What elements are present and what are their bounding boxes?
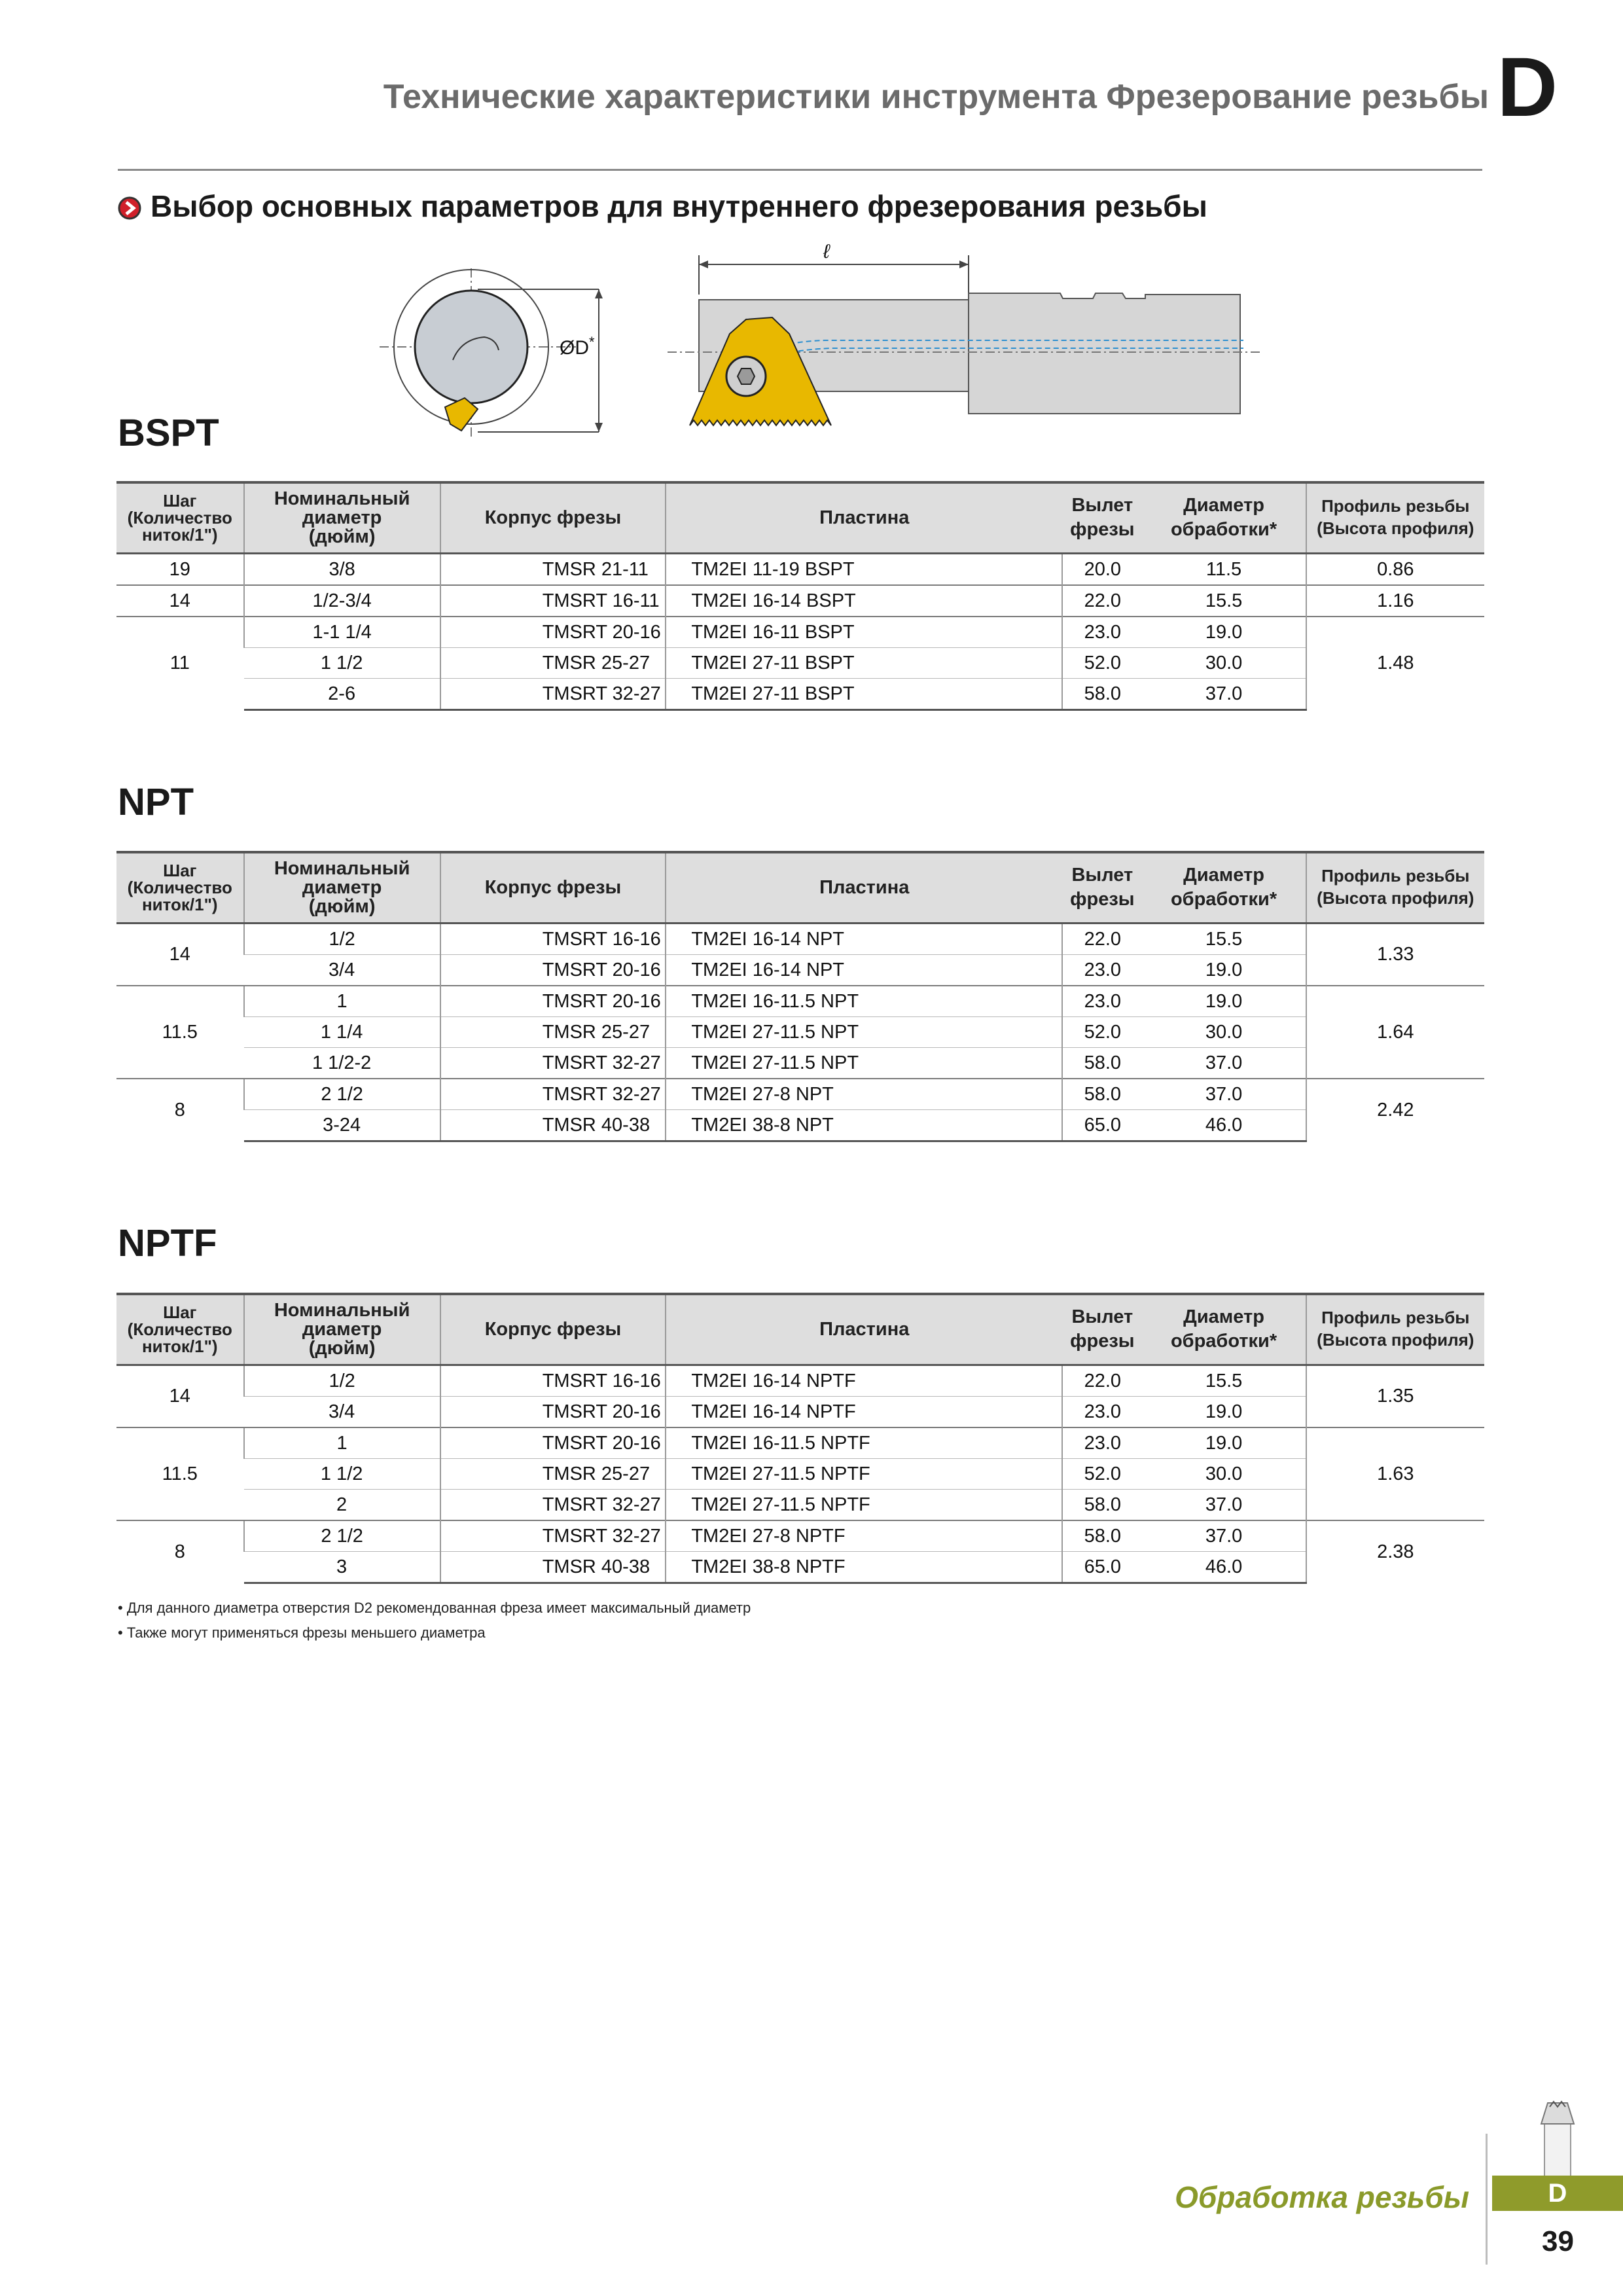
cell-body: TMSR 25-27 <box>440 1458 666 1489</box>
col-header-diameter: Диаметр обработки* <box>1142 482 1306 553</box>
cell-diameter: 30.0 <box>1142 1016 1306 1047</box>
col-header-insert: Пластина <box>666 482 1062 553</box>
cell-diameter: 30.0 <box>1142 1458 1306 1489</box>
cell-nominal: 1 <box>244 986 440 1017</box>
npt-spec-table <box>116 851 1484 1142</box>
footer-tab: D <box>1492 2176 1623 2211</box>
cell-overhang: 20.0 <box>1062 553 1142 585</box>
col-header-overhang: Вылет фрезы <box>1062 852 1142 923</box>
cell-overhang: 23.0 <box>1062 617 1142 648</box>
cell-insert: TM2EI 27-8 NPT <box>666 1079 1062 1110</box>
cell-insert: TM2EI 38-8 NPT <box>666 1109 1062 1141</box>
table-row <box>116 1427 1484 1459</box>
table-row <box>116 1365 1484 1396</box>
cell-nominal: 1 1/2-2 <box>244 1047 440 1079</box>
cell-diameter: 19.0 <box>1142 617 1306 648</box>
col-header-overhang: Вылет фрезы <box>1062 482 1142 553</box>
cell-profile: 1.35 <box>1306 1365 1484 1427</box>
table-row <box>116 585 1484 617</box>
cell-nominal: 1 1/4 <box>244 1016 440 1047</box>
cell-nominal: 1/2-3/4 <box>244 585 440 617</box>
cell-nominal: 2 1/2 <box>244 1520 440 1552</box>
cell-nominal: 1/2 <box>244 1365 440 1396</box>
cell-insert: TM2EI 16-11.5 NPTF <box>666 1427 1062 1459</box>
cell-diameter: 15.5 <box>1205 928 1243 950</box>
footnote-1: • Для данного диаметра отверстия D2 рекомендованная фреза имеет максимальный диаметр <box>118 1600 751 1616</box>
col-header-insert: Пластина <box>666 1294 1062 1365</box>
cell-overhang: 52.0 <box>1062 1458 1142 1489</box>
cell-body: TMSRT 20-16 <box>440 1396 666 1427</box>
cell-diameter: 37.0 <box>1142 678 1306 709</box>
cell-body: TMSRT 20-16 <box>440 954 666 986</box>
cell-diameter: 30.0 <box>1142 647 1306 678</box>
cell-profile: 2.38 <box>1306 1520 1484 1583</box>
cell-body: TMSRT 16-11 <box>440 585 666 617</box>
col-header-nominal: Номинальный диаметр (дюйм) <box>244 852 440 923</box>
section-title: Выбор основных параметров для внутреннего фрезерования резьбы <box>151 189 1207 223</box>
cell-profile: 1.63 <box>1306 1427 1484 1520</box>
table-title-bspt: BSPT <box>118 412 219 454</box>
cell-insert: TM2EI 27-11.5 NPTF <box>666 1458 1062 1489</box>
cell-insert: TM2EI 16-14 NPTF <box>666 1396 1062 1427</box>
cell-nominal: 3 <box>244 1551 440 1583</box>
cell-body: TMSRT 20-16 <box>440 617 666 648</box>
table-row <box>116 553 1484 585</box>
cell-overhang: 65.0 <box>1062 1109 1142 1141</box>
cell-insert: TM2EI 16-11.5 NPT <box>666 986 1062 1017</box>
cell-profile: 2.42 <box>1306 1079 1484 1141</box>
cell-profile: 1.33 <box>1306 923 1484 986</box>
header-divider <box>118 169 1482 171</box>
cell-nominal: 1/2 <box>244 923 440 954</box>
table-row <box>116 1079 1484 1110</box>
col-header-nominal: Номинальный диаметр (дюйм) <box>244 482 440 553</box>
cell-body: TMSR 25-27 <box>440 1016 666 1047</box>
cell-pitch: 14 <box>116 1365 244 1427</box>
cell-insert: TM2EI 16-14 NPT <box>666 954 1062 986</box>
cell-pitch: 8 <box>116 1520 244 1583</box>
cell-insert: TM2EI 27-11 BSPT <box>666 647 1062 678</box>
cell-overhang: 23.0 <box>1062 986 1142 1017</box>
bspt-spec-table <box>116 481 1484 711</box>
cell-body: TMSR 25-27 <box>440 647 666 678</box>
col-header-nominal: Номинальный диаметр (дюйм) <box>244 1294 440 1365</box>
cell-nominal: 3/4 <box>244 954 440 986</box>
cell-profile: 1.64 <box>1306 986 1484 1079</box>
cell-nominal: 3/8 <box>244 553 440 585</box>
col-header-body: Корпус фрезы <box>440 852 666 923</box>
cell-diameter: 46.0 <box>1142 1551 1306 1583</box>
cell-insert: TM2EI 27-11.5 NPT <box>666 1016 1062 1047</box>
cell-profile: 0.86 <box>1306 553 1484 585</box>
cell-body: TMSRT 32-27 <box>440 1047 666 1079</box>
cell-diameter: 19.0 <box>1142 1427 1306 1459</box>
length-label: ℓ <box>823 241 830 262</box>
cell-pitch: 11.5 <box>116 986 244 1079</box>
cell-diameter: 19.0 <box>1142 1396 1306 1427</box>
cell-overhang: 23.0 <box>1062 1427 1142 1459</box>
cell-nominal: 3/4 <box>244 1396 440 1427</box>
table-row <box>116 1396 1484 1427</box>
cell-body: TMSR 40-38 <box>440 1551 666 1583</box>
cell-overhang: 22.0 <box>1062 585 1142 617</box>
cell-pitch: 11.5 <box>116 1427 244 1520</box>
table-row <box>116 1489 1484 1520</box>
cell-insert: TM2EI 27-8 NPTF <box>666 1520 1062 1552</box>
chapter-letter: D <box>1497 41 1558 134</box>
cell-insert: TM2EI 16-14 NPTF <box>666 1365 1062 1396</box>
cell-diameter: 19.0 <box>1142 954 1306 986</box>
cell-body: TMSRT 16-16 <box>440 923 666 954</box>
table-title-nptf: NPTF <box>118 1222 217 1265</box>
page-number: 39 <box>1542 2225 1574 2257</box>
cell-pitch: 11 <box>116 617 244 710</box>
cell-body: TMSRT 32-27 <box>440 1489 666 1520</box>
cell-body: TMSRT 32-27 <box>440 678 666 709</box>
table-row <box>116 1109 1484 1141</box>
cell-insert: TM2EI 16-14 NPT <box>666 923 1062 954</box>
table-row <box>116 1551 1484 1583</box>
cell-overhang: 52.0 <box>1062 647 1142 678</box>
cell-insert: TM2EI 27-11 BSPT <box>666 678 1062 709</box>
cell-profile: 1.16 <box>1306 585 1484 617</box>
cell-insert: TM2EI 11-19 BSPT <box>666 553 1062 585</box>
table-row <box>116 954 1484 986</box>
cell-overhang: 22.0 <box>1062 923 1142 954</box>
nptf-spec-table <box>116 1293 1484 1584</box>
cell-overhang: 52.0 <box>1062 1016 1142 1047</box>
cell-body: TMSR 40-38 <box>440 1109 666 1141</box>
col-header-insert: Пластина <box>666 852 1062 923</box>
cell-body: TMSR 21-11 <box>440 553 666 585</box>
cell-diameter: 11.5 <box>1205 558 1242 580</box>
cell-overhang: 22.0 <box>1062 1365 1142 1396</box>
cell-overhang: 65.0 <box>1062 1551 1142 1583</box>
cell-diameter: 37.0 <box>1142 1079 1306 1110</box>
cell-nominal: 1 <box>244 1427 440 1459</box>
footnote-2: • Также могут применяться фрезы меньшего диаметра <box>118 1624 486 1641</box>
cell-body: TMSRT 20-16 <box>440 986 666 1017</box>
cell-pitch: 8 <box>116 1079 244 1141</box>
cell-diameter: 15.5 <box>1205 1370 1243 1391</box>
tool-side-view-diagram <box>668 249 1270 439</box>
table-row <box>116 1047 1484 1079</box>
cell-body: TMSRT 32-27 <box>440 1079 666 1110</box>
col-header-body: Корпус фрезы <box>440 1294 666 1365</box>
cell-diameter: 37.0 <box>1142 1520 1306 1552</box>
cell-overhang: 23.0 <box>1062 954 1142 986</box>
cell-body: TMSRT 16-16 <box>440 1365 666 1396</box>
page-header-title: Технические характеристики инструмента Фрезерование резьбы <box>383 78 1489 116</box>
col-header-profile: Профиль резьбы (Высота профиля) <box>1306 852 1484 923</box>
cell-nominal: 3-24 <box>244 1109 440 1141</box>
table-row <box>116 647 1484 678</box>
cell-pitch: 14 <box>116 923 244 986</box>
cell-diameter: 37.0 <box>1142 1047 1306 1079</box>
cell-overhang: 58.0 <box>1062 1489 1142 1520</box>
cell-nominal: 1 1/2 <box>244 1458 440 1489</box>
cell-overhang: 23.0 <box>1062 1396 1142 1427</box>
cell-diameter: 19.0 <box>1142 986 1306 1017</box>
table-row <box>116 986 1484 1017</box>
table-row <box>116 617 1484 648</box>
cell-diameter: 15.5 <box>1142 585 1306 617</box>
col-header-diameter: Диаметр обработки* <box>1142 852 1306 923</box>
col-header-pitch: Шаг (Количество ниток/1") <box>116 852 244 923</box>
col-header-pitch: Шаг (Количество ниток/1") <box>116 482 244 553</box>
table-row <box>116 1458 1484 1489</box>
cell-nominal: 1-1 1/4 <box>244 617 440 648</box>
cell-overhang: 58.0 <box>1062 678 1142 709</box>
cell-insert: TM2EI 27-11.5 NPT <box>666 1047 1062 1079</box>
cell-body: TMSRT 20-16 <box>440 1427 666 1459</box>
cell-overhang: 58.0 <box>1062 1520 1142 1552</box>
table-row <box>116 1520 1484 1552</box>
section-bullet-icon <box>118 196 141 220</box>
cell-insert: TM2EI 27-11.5 NPTF <box>666 1489 1062 1520</box>
diameter-label: ØD* <box>560 334 595 359</box>
thread-mill-tool-icon <box>1531 2098 1584 2176</box>
col-header-pitch: Шаг (Количество ниток/1") <box>116 1294 244 1365</box>
cell-insert: TM2EI 38-8 NPTF <box>666 1551 1062 1583</box>
cell-nominal: 2-6 <box>244 678 440 709</box>
cell-pitch: 19 <box>116 553 244 585</box>
cell-profile: 1.48 <box>1306 617 1484 710</box>
table-row <box>116 923 1484 954</box>
cell-insert: TM2EI 16-14 BSPT <box>666 585 1062 617</box>
cell-overhang: 58.0 <box>1062 1079 1142 1110</box>
footer-divider <box>1486 2134 1488 2265</box>
cell-insert: TM2EI 16-11 BSPT <box>666 617 1062 648</box>
table-row <box>116 678 1484 709</box>
footer-category: Обработка резьбы <box>1175 2180 1469 2214</box>
table-title-npt: NPT <box>118 781 194 823</box>
cell-diameter: 37.0 <box>1142 1489 1306 1520</box>
col-header-overhang: Вылет фрезы <box>1062 1294 1142 1365</box>
cell-nominal: 2 1/2 <box>244 1079 440 1110</box>
col-header-profile: Профиль резьбы (Высота профиля) <box>1306 1294 1484 1365</box>
table-row <box>116 1016 1484 1047</box>
cell-overhang: 58.0 <box>1062 1047 1142 1079</box>
cell-nominal: 2 <box>244 1489 440 1520</box>
col-header-body: Корпус фрезы <box>440 482 666 553</box>
cell-diameter: 46.0 <box>1142 1109 1306 1141</box>
col-header-diameter: Диаметр обработки* <box>1142 1294 1306 1365</box>
cell-pitch: 14 <box>116 585 244 617</box>
col-header-profile: Профиль резьбы (Высота профиля) <box>1306 482 1484 553</box>
cell-nominal: 1 1/2 <box>244 647 440 678</box>
cell-body: TMSRT 32-27 <box>440 1520 666 1552</box>
